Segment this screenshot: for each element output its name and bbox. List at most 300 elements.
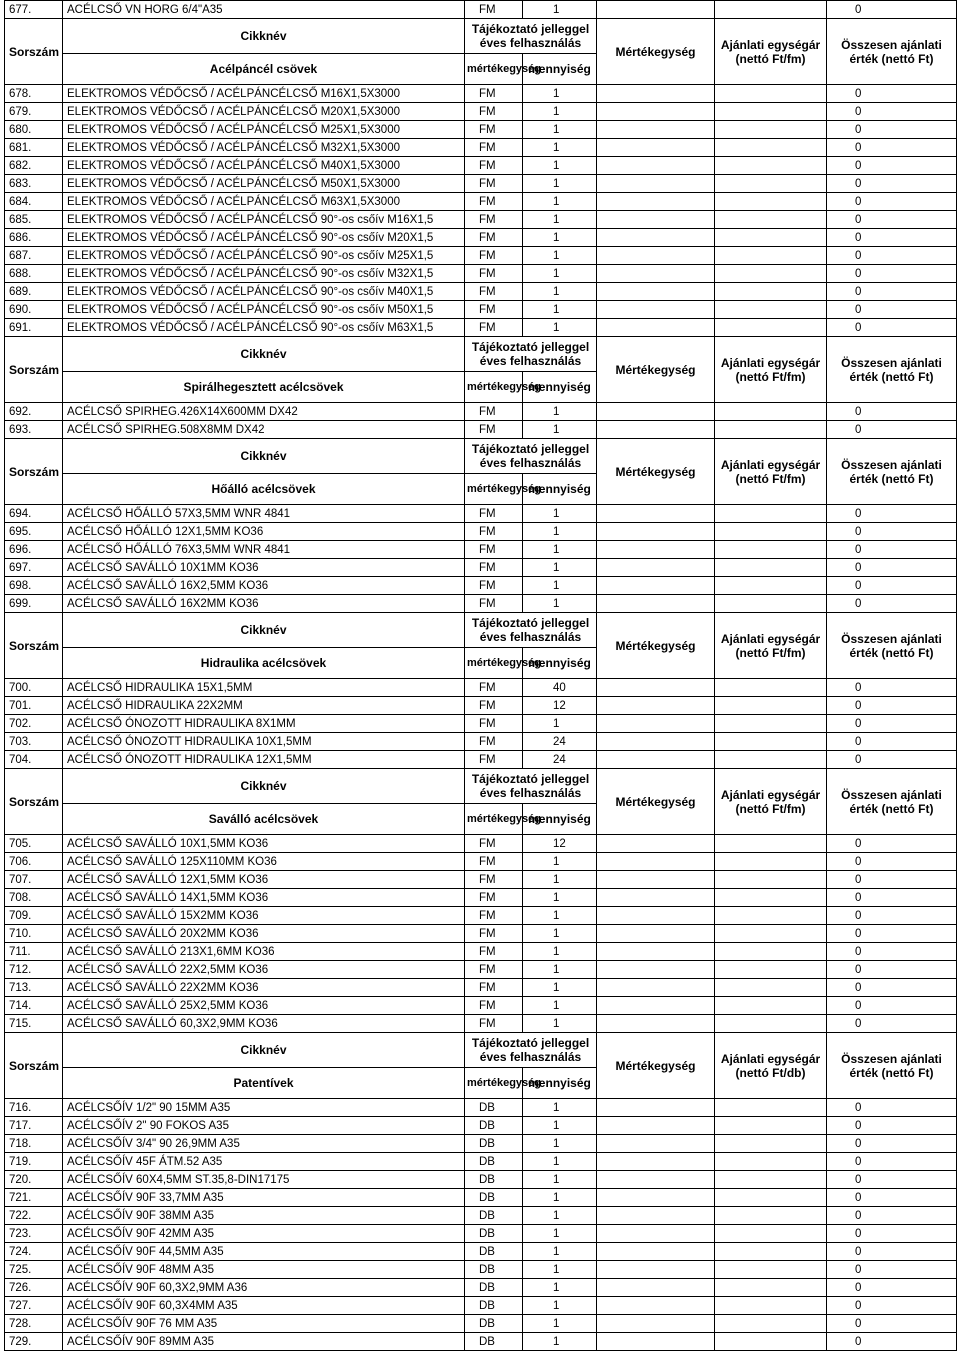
header-mennyiseg: mennyiség bbox=[523, 648, 597, 679]
item-unit: FM bbox=[465, 853, 523, 871]
item-number: 714. bbox=[5, 997, 63, 1015]
item-unit-price bbox=[597, 319, 715, 337]
item-name: ACÉLCSŐ SAVÁLLÓ 125X110MM KO36 bbox=[63, 853, 465, 871]
item-unit-price bbox=[597, 1189, 715, 1207]
table-row bbox=[5, 715, 957, 733]
header-mertekegyseg-short: mértékegység bbox=[465, 372, 523, 403]
item-quantity: 1 bbox=[523, 577, 597, 595]
item-unit-price bbox=[597, 559, 715, 577]
item-quantity: 1 bbox=[523, 157, 597, 175]
item-total: 0 bbox=[827, 193, 957, 211]
item-unit: FM bbox=[465, 925, 523, 943]
item-quantity: 1 bbox=[523, 319, 597, 337]
item-number: 728. bbox=[5, 1315, 63, 1333]
table-row bbox=[5, 853, 957, 871]
item-quantity: 1 bbox=[523, 979, 597, 997]
table-row bbox=[5, 871, 957, 889]
table-row bbox=[5, 751, 957, 769]
item-name: ACÉLCSŐ ÓNOZOTT HIDRAULIKA 8X1MM bbox=[63, 715, 465, 733]
section-title: Acélpáncél csövek bbox=[63, 54, 465, 85]
item-empty bbox=[715, 1, 827, 19]
item-name: ACÉLCSŐ HŐÁLLÓ 12X1,5MM KO36 bbox=[63, 523, 465, 541]
item-unit-price bbox=[597, 523, 715, 541]
item-total: 0 bbox=[827, 751, 957, 769]
header-tajekoztato: Tájékoztató jelleggel éves felhasználás bbox=[465, 769, 597, 804]
item-quantity: 1 bbox=[523, 1171, 597, 1189]
item-number: 697. bbox=[5, 559, 63, 577]
item-quantity: 40 bbox=[523, 679, 597, 697]
item-empty bbox=[715, 175, 827, 193]
item-quantity: 1 bbox=[523, 925, 597, 943]
item-number: 702. bbox=[5, 715, 63, 733]
header-ajanlati-egysegar: Ajánlati egységár (nettó Ft/db) bbox=[715, 1033, 827, 1099]
section-header-row bbox=[5, 1033, 957, 1068]
item-unit: FM bbox=[465, 577, 523, 595]
item-name: ACÉLCSŐÍV 1/2" 90 15MM A35 bbox=[63, 1099, 465, 1117]
item-number: 693. bbox=[5, 421, 63, 439]
item-total: 0 bbox=[827, 229, 957, 247]
item-unit-price bbox=[597, 733, 715, 751]
item-quantity: 1 bbox=[523, 715, 597, 733]
item-unit: FM bbox=[465, 523, 523, 541]
item-total: 0 bbox=[827, 541, 957, 559]
item-empty bbox=[715, 85, 827, 103]
item-unit: DB bbox=[465, 1135, 523, 1153]
item-empty bbox=[715, 1153, 827, 1171]
item-number: 700. bbox=[5, 679, 63, 697]
item-quantity: 1 bbox=[523, 175, 597, 193]
header-sorszam: Sorszám bbox=[5, 769, 63, 835]
table-row bbox=[5, 193, 957, 211]
item-empty bbox=[715, 1315, 827, 1333]
item-unit: DB bbox=[465, 1315, 523, 1333]
item-name: ELEKTROMOS VÉDŐCSŐ / ACÉLPÁNCÉLCSŐ 90°-os csőív M40X1,5 bbox=[63, 283, 465, 301]
header-mertekegyseg: Mértékegység bbox=[597, 613, 715, 679]
header-ajanlati-egysegar: Ajánlati egységár (nettó Ft/fm) bbox=[715, 19, 827, 85]
header-cikknev: Cikknév bbox=[63, 769, 465, 804]
item-quantity: 1 bbox=[523, 403, 597, 421]
item-unit-price bbox=[597, 1225, 715, 1243]
table-row bbox=[5, 85, 957, 103]
item-number: 729. bbox=[5, 1333, 63, 1351]
item-quantity: 1 bbox=[523, 853, 597, 871]
item-quantity: 1 bbox=[523, 961, 597, 979]
item-total: 0 bbox=[827, 247, 957, 265]
item-number: 684. bbox=[5, 193, 63, 211]
item-number: 712. bbox=[5, 961, 63, 979]
header-sorszam: Sorszám bbox=[5, 1033, 63, 1099]
item-empty bbox=[715, 1099, 827, 1117]
item-unit-price bbox=[597, 157, 715, 175]
item-name: ACÉLCSŐÍV 90F 60,3X2,9MM A36 bbox=[63, 1279, 465, 1297]
item-quantity: 1 bbox=[523, 1099, 597, 1117]
item-number: 724. bbox=[5, 1243, 63, 1261]
header-mertekegyseg-short: mértékegység bbox=[465, 804, 523, 835]
item-unit-price bbox=[597, 925, 715, 943]
item-empty bbox=[715, 595, 827, 613]
item-quantity: 1 bbox=[523, 193, 597, 211]
item-total: 0 bbox=[827, 1171, 957, 1189]
item-quantity: 1 bbox=[523, 1, 597, 19]
item-total: 0 bbox=[827, 157, 957, 175]
section-header-row bbox=[5, 337, 957, 372]
item-unit-price bbox=[597, 1153, 715, 1171]
header-mertekegyseg: Mértékegység bbox=[597, 19, 715, 85]
item-number: 726. bbox=[5, 1279, 63, 1297]
table-row bbox=[5, 1297, 957, 1315]
table-row bbox=[5, 1207, 957, 1225]
item-number: 717. bbox=[5, 1117, 63, 1135]
item-number: 696. bbox=[5, 541, 63, 559]
table-row bbox=[5, 1171, 957, 1189]
item-unit-price bbox=[597, 1279, 715, 1297]
item-empty bbox=[715, 121, 827, 139]
item-number: 689. bbox=[5, 283, 63, 301]
item-quantity: 1 bbox=[523, 871, 597, 889]
table-row bbox=[5, 139, 957, 157]
item-unit: FM bbox=[465, 103, 523, 121]
item-total: 0 bbox=[827, 1, 957, 19]
item-quantity: 1 bbox=[523, 283, 597, 301]
item-quantity: 1 bbox=[523, 211, 597, 229]
item-total: 0 bbox=[827, 943, 957, 961]
item-empty bbox=[715, 157, 827, 175]
header-mertekegyseg-short: mértékegység bbox=[465, 648, 523, 679]
item-unit: FM bbox=[465, 301, 523, 319]
item-unit: FM bbox=[465, 139, 523, 157]
item-unit: DB bbox=[465, 1261, 523, 1279]
item-unit: DB bbox=[465, 1117, 523, 1135]
item-unit: FM bbox=[465, 157, 523, 175]
item-total: 0 bbox=[827, 577, 957, 595]
item-unit: FM bbox=[465, 715, 523, 733]
item-name: ACÉLCSŐ HIDRAULIKA 22X2MM bbox=[63, 697, 465, 715]
item-total: 0 bbox=[827, 1153, 957, 1171]
header-osszesen: Összesen ajánlati érték (nettó Ft) bbox=[827, 439, 957, 505]
item-total: 0 bbox=[827, 505, 957, 523]
item-unit-price bbox=[597, 943, 715, 961]
item-total: 0 bbox=[827, 421, 957, 439]
item-empty bbox=[715, 523, 827, 541]
header-cikknev: Cikknév bbox=[63, 1033, 465, 1068]
item-unit: FM bbox=[465, 595, 523, 613]
item-total: 0 bbox=[827, 1297, 957, 1315]
item-number: 695. bbox=[5, 523, 63, 541]
item-name: ACÉLCSŐ VN HORG 6/4"A35 bbox=[63, 1, 465, 19]
item-number: 707. bbox=[5, 871, 63, 889]
header-ajanlati-egysegar: Ajánlati egységár (nettó Ft/fm) bbox=[715, 337, 827, 403]
item-total: 0 bbox=[827, 139, 957, 157]
item-empty bbox=[715, 1189, 827, 1207]
item-quantity: 1 bbox=[523, 1189, 597, 1207]
item-unit-price bbox=[597, 403, 715, 421]
item-name: ELEKTROMOS VÉDŐCSŐ / ACÉLPÁNCÉLCSŐ M40X1,5X3000 bbox=[63, 157, 465, 175]
item-number: 722. bbox=[5, 1207, 63, 1225]
item-number: 706. bbox=[5, 853, 63, 871]
item-unit: DB bbox=[465, 1153, 523, 1171]
item-unit-price bbox=[597, 715, 715, 733]
header-mertekegyseg-short: mértékegység bbox=[465, 474, 523, 505]
item-quantity: 1 bbox=[523, 301, 597, 319]
item-empty bbox=[715, 403, 827, 421]
header-mennyiseg: mennyiség bbox=[523, 54, 597, 85]
item-number: 718. bbox=[5, 1135, 63, 1153]
item-unit: DB bbox=[465, 1279, 523, 1297]
item-total: 0 bbox=[827, 1135, 957, 1153]
item-number: 716. bbox=[5, 1099, 63, 1117]
header-tajekoztato: Tájékoztató jelleggel éves felhasználás bbox=[465, 613, 597, 648]
section-title: Saválló acélcsövek bbox=[63, 804, 465, 835]
item-unit: FM bbox=[465, 319, 523, 337]
item-name: ACÉLCSŐ SAVÁLLÓ 15X2MM KO36 bbox=[63, 907, 465, 925]
header-mertekegyseg: Mértékegység bbox=[597, 1033, 715, 1099]
item-quantity: 1 bbox=[523, 1333, 597, 1351]
item-quantity: 12 bbox=[523, 697, 597, 715]
item-name: ACÉLCSŐ SPIRHEG.508X8MM DX42 bbox=[63, 421, 465, 439]
header-osszesen: Összesen ajánlati érték (nettó Ft) bbox=[827, 613, 957, 679]
item-empty bbox=[715, 301, 827, 319]
item-empty bbox=[715, 229, 827, 247]
item-name: ELEKTROMOS VÉDŐCSŐ / ACÉLPÁNCÉLCSŐ 90°-os csőív M50X1,5 bbox=[63, 301, 465, 319]
table-row bbox=[5, 997, 957, 1015]
item-number: 686. bbox=[5, 229, 63, 247]
item-number: 723. bbox=[5, 1225, 63, 1243]
item-unit-price bbox=[597, 211, 715, 229]
item-number: 709. bbox=[5, 907, 63, 925]
item-name: ACÉLCSŐ SAVÁLLÓ 213X1,6MM KO36 bbox=[63, 943, 465, 961]
item-quantity: 1 bbox=[523, 1015, 597, 1033]
item-unit: FM bbox=[465, 505, 523, 523]
table-row bbox=[5, 1225, 957, 1243]
item-number: 710. bbox=[5, 925, 63, 943]
item-empty bbox=[715, 997, 827, 1015]
item-unit: FM bbox=[465, 889, 523, 907]
item-unit-price bbox=[597, 1261, 715, 1279]
table-row bbox=[5, 1135, 957, 1153]
table-row bbox=[5, 1117, 957, 1135]
item-empty bbox=[715, 283, 827, 301]
table-row bbox=[5, 1189, 957, 1207]
item-name: ELEKTROMOS VÉDŐCSŐ / ACÉLPÁNCÉLCSŐ M32X1,5X3000 bbox=[63, 139, 465, 157]
item-quantity: 1 bbox=[523, 421, 597, 439]
item-unit-price bbox=[597, 505, 715, 523]
header-cikknev: Cikknév bbox=[63, 337, 465, 372]
table-row bbox=[5, 559, 957, 577]
item-empty bbox=[715, 1015, 827, 1033]
item-quantity: 1 bbox=[523, 1315, 597, 1333]
item-unit: FM bbox=[465, 943, 523, 961]
item-empty bbox=[715, 319, 827, 337]
item-unit-price bbox=[597, 577, 715, 595]
item-number: 678. bbox=[5, 85, 63, 103]
item-total: 0 bbox=[827, 715, 957, 733]
item-total: 0 bbox=[827, 283, 957, 301]
item-quantity: 1 bbox=[523, 1279, 597, 1297]
item-name: ACÉLCSŐÍV 90F 42MM A35 bbox=[63, 1225, 465, 1243]
item-name: ELEKTROMOS VÉDŐCSŐ / ACÉLPÁNCÉLCSŐ 90°-os csőív M63X1,5 bbox=[63, 319, 465, 337]
item-quantity: 1 bbox=[523, 523, 597, 541]
table-row bbox=[5, 301, 957, 319]
item-quantity: 1 bbox=[523, 139, 597, 157]
item-empty bbox=[715, 559, 827, 577]
item-unit-price bbox=[597, 889, 715, 907]
item-unit: FM bbox=[465, 733, 523, 751]
table-row bbox=[5, 523, 957, 541]
item-number: 727. bbox=[5, 1297, 63, 1315]
item-number: 679. bbox=[5, 103, 63, 121]
item-number: 677. bbox=[5, 1, 63, 19]
item-name: ACÉLCSŐ SPIRHEG.426X14X600MM DX42 bbox=[63, 403, 465, 421]
item-quantity: 1 bbox=[523, 1117, 597, 1135]
table-row bbox=[5, 1015, 957, 1033]
item-unit-price bbox=[597, 175, 715, 193]
table-row bbox=[5, 907, 957, 925]
header-osszesen: Összesen ajánlati érték (nettó Ft) bbox=[827, 337, 957, 403]
item-name: ACÉLCSŐ SAVÁLLÓ 60,3X2,9MM KO36 bbox=[63, 1015, 465, 1033]
item-empty bbox=[715, 1243, 827, 1261]
table-row bbox=[5, 1315, 957, 1333]
item-number: 685. bbox=[5, 211, 63, 229]
item-name: ACÉLCSŐ SAVÁLLÓ 10X1,5MM KO36 bbox=[63, 835, 465, 853]
table-row bbox=[5, 979, 957, 997]
item-empty bbox=[715, 835, 827, 853]
item-unit: FM bbox=[465, 751, 523, 769]
item-total: 0 bbox=[827, 121, 957, 139]
table-row bbox=[5, 1, 957, 19]
item-number: 681. bbox=[5, 139, 63, 157]
header-mertekegyseg-short: mértékegység bbox=[465, 1068, 523, 1099]
table-row bbox=[5, 283, 957, 301]
item-empty bbox=[715, 505, 827, 523]
section-header-row bbox=[5, 439, 957, 474]
item-total: 0 bbox=[827, 1261, 957, 1279]
item-unit: DB bbox=[465, 1207, 523, 1225]
item-unit-price bbox=[597, 103, 715, 121]
item-unit: FM bbox=[465, 1015, 523, 1033]
item-total: 0 bbox=[827, 1243, 957, 1261]
item-number: 688. bbox=[5, 265, 63, 283]
item-total: 0 bbox=[827, 301, 957, 319]
item-unit-price bbox=[597, 247, 715, 265]
item-empty bbox=[715, 679, 827, 697]
table-row bbox=[5, 889, 957, 907]
item-quantity: 1 bbox=[523, 1225, 597, 1243]
table-row bbox=[5, 121, 957, 139]
header-mennyiseg: mennyiség bbox=[523, 474, 597, 505]
item-total: 0 bbox=[827, 1189, 957, 1207]
item-unit: FM bbox=[465, 1, 523, 19]
section-title: Spirálhegesztett acélcsövek bbox=[63, 372, 465, 403]
item-total: 0 bbox=[827, 265, 957, 283]
item-number: 703. bbox=[5, 733, 63, 751]
item-unit-price bbox=[597, 85, 715, 103]
table-row bbox=[5, 925, 957, 943]
item-unit-price bbox=[597, 193, 715, 211]
item-unit-price bbox=[597, 1315, 715, 1333]
table-row bbox=[5, 157, 957, 175]
header-sorszam: Sorszám bbox=[5, 19, 63, 85]
item-total: 0 bbox=[827, 1015, 957, 1033]
item-unit-price bbox=[597, 1, 715, 19]
header-cikknev: Cikknév bbox=[63, 439, 465, 474]
section-title: Hőálló acélcsövek bbox=[63, 474, 465, 505]
item-quantity: 1 bbox=[523, 907, 597, 925]
item-number: 719. bbox=[5, 1153, 63, 1171]
item-unit: FM bbox=[465, 247, 523, 265]
item-name: ACÉLCSŐ SAVÁLLÓ 20X2MM KO36 bbox=[63, 925, 465, 943]
item-unit-price bbox=[597, 961, 715, 979]
item-name: ACÉLCSŐ ÓNOZOTT HIDRAULIKA 10X1,5MM bbox=[63, 733, 465, 751]
item-quantity: 1 bbox=[523, 1297, 597, 1315]
item-unit: FM bbox=[465, 421, 523, 439]
item-name: ACÉLCSŐ SAVÁLLÓ 16X2MM KO36 bbox=[63, 595, 465, 613]
item-empty bbox=[715, 943, 827, 961]
item-empty bbox=[715, 421, 827, 439]
item-empty bbox=[715, 871, 827, 889]
item-name: ELEKTROMOS VÉDŐCSŐ / ACÉLPÁNCÉLCSŐ M63X1,5X3000 bbox=[63, 193, 465, 211]
item-quantity: 24 bbox=[523, 751, 597, 769]
item-unit-price bbox=[597, 541, 715, 559]
item-name: ELEKTROMOS VÉDŐCSŐ / ACÉLPÁNCÉLCSŐ 90°-os csőív M16X1,5 bbox=[63, 211, 465, 229]
table-row bbox=[5, 1261, 957, 1279]
item-quantity: 1 bbox=[523, 505, 597, 523]
item-name: ACÉLCSŐÍV 90F 38MM A35 bbox=[63, 1207, 465, 1225]
item-quantity: 1 bbox=[523, 541, 597, 559]
table-row bbox=[5, 1279, 957, 1297]
item-number: 683. bbox=[5, 175, 63, 193]
item-number: 692. bbox=[5, 403, 63, 421]
item-unit: FM bbox=[465, 679, 523, 697]
price-table bbox=[4, 0, 957, 1351]
header-mertekegyseg: Mértékegység bbox=[597, 439, 715, 505]
table-row bbox=[5, 961, 957, 979]
item-unit: FM bbox=[465, 85, 523, 103]
item-total: 0 bbox=[827, 103, 957, 121]
item-total: 0 bbox=[827, 1333, 957, 1351]
item-unit-price bbox=[597, 265, 715, 283]
item-empty bbox=[715, 925, 827, 943]
item-name: ELEKTROMOS VÉDŐCSŐ / ACÉLPÁNCÉLCSŐ 90°-os csőív M20X1,5 bbox=[63, 229, 465, 247]
item-quantity: 1 bbox=[523, 1153, 597, 1171]
item-name: ELEKTROMOS VÉDŐCSŐ / ACÉLPÁNCÉLCSŐ 90°-os csőív M32X1,5 bbox=[63, 265, 465, 283]
item-total: 0 bbox=[827, 319, 957, 337]
table-row bbox=[5, 103, 957, 121]
item-unit: FM bbox=[465, 997, 523, 1015]
item-quantity: 1 bbox=[523, 103, 597, 121]
item-unit-price bbox=[597, 139, 715, 157]
item-empty bbox=[715, 1135, 827, 1153]
item-quantity: 1 bbox=[523, 889, 597, 907]
item-empty bbox=[715, 577, 827, 595]
item-quantity: 1 bbox=[523, 247, 597, 265]
item-unit-price bbox=[597, 1135, 715, 1153]
item-unit-price bbox=[597, 997, 715, 1015]
item-name: ACÉLCSŐ SAVÁLLÓ 14X1,5MM KO36 bbox=[63, 889, 465, 907]
item-number: 680. bbox=[5, 121, 63, 139]
table-row bbox=[5, 541, 957, 559]
item-total: 0 bbox=[827, 1279, 957, 1297]
header-cikknev: Cikknév bbox=[63, 19, 465, 54]
item-quantity: 1 bbox=[523, 559, 597, 577]
item-name: ACÉLCSŐ HŐÁLLÓ 76X3,5MM WNR 4841 bbox=[63, 541, 465, 559]
header-mennyiseg: mennyiség bbox=[523, 1068, 597, 1099]
item-quantity: 1 bbox=[523, 1261, 597, 1279]
item-total: 0 bbox=[827, 595, 957, 613]
table-row bbox=[5, 733, 957, 751]
item-total: 0 bbox=[827, 1207, 957, 1225]
section-title: Hidraulika acélcsövek bbox=[63, 648, 465, 679]
item-total: 0 bbox=[827, 697, 957, 715]
